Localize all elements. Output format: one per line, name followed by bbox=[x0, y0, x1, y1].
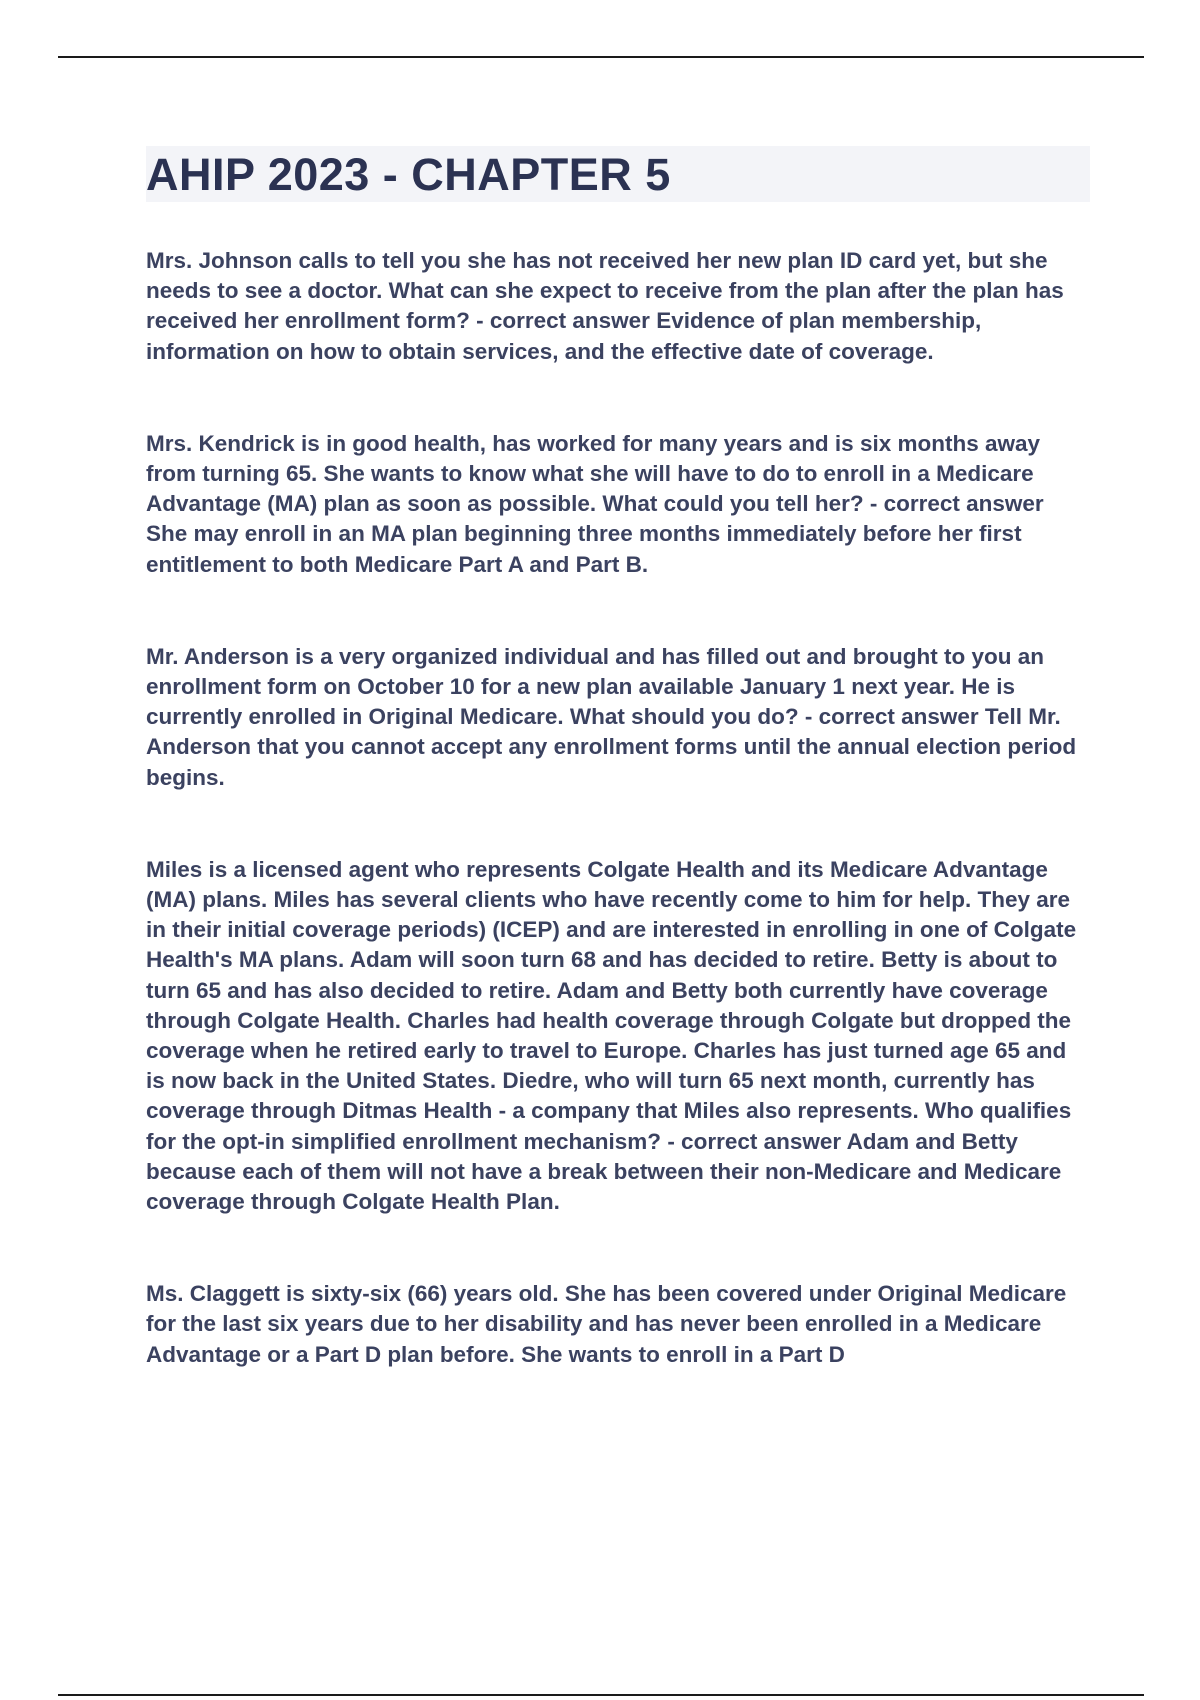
qa-item bbox=[146, 1279, 1090, 1370]
question-text: Mr. Anderson is a very organized individual and has filled out and brought to you an enrollment form on October 10 for a new plan available January 1 next year. He is currently enrolled in Original Medicare. What should you do? bbox=[146, 643, 1045, 730]
answer-text: Adam and Betty because each of them will not have a break between their non-Medicare and Medicare coverage through Colgate Health Plan. bbox=[146, 1128, 1062, 1215]
bottom-rule bbox=[58, 1694, 1144, 1696]
question-text: Ms. Claggett is sixty-six (66) years old. She has been covered under Original Medicare for the last six years due to her disability and has never been enrolled in a Medicare Advantage or a Part D plan before. She wants to enroll in a Part D bbox=[146, 1281, 1067, 1367]
document-body bbox=[146, 146, 1090, 1432]
question-text: Mrs. Kendrick is in good health, has worked for many years and is six months away from turning 65. She wants to know what she will have to do to enroll in a Medicare Advantage (MA) plan as soon as possible. What could you tell her? bbox=[146, 430, 1041, 517]
answer-separator: - correct answer bbox=[798, 704, 985, 730]
qa-item bbox=[146, 429, 1090, 580]
qa-item bbox=[146, 642, 1090, 793]
question-text: Miles is a licensed agent who represents Colgate Health and its Medicare Advantage (MA) plans. Miles has several clients who have recently come to him for help. They are in their initial coverage periods) (ICEP) and are interested in enrolling in one of Colgate Health's MA plans. Adam will soon turn 68 and has decided to retire. Betty is about to turn 65 and has also decided to retire. Adam and Betty both currently have coverage through Colgate Health. Charles had health coverage through Colgate but dropped the coverage when he retired early to travel to Europe. Charles has just turned age 65 and is now back in the United States. Diedre, who will turn 65 next month, currently has coverage through Ditmas Health - a company that Miles also represents. Who qualifies for the opt-in simplified enrollment mechanism? bbox=[146, 856, 1077, 1154]
answer-separator: - correct answer bbox=[661, 1128, 847, 1154]
qa-item bbox=[146, 246, 1090, 367]
qa-item bbox=[146, 855, 1090, 1217]
answer-separator: - correct answer bbox=[863, 491, 1044, 517]
title-band bbox=[146, 146, 1090, 202]
document-title: AHIP 2023 - CHAPTER 5 bbox=[146, 148, 671, 200]
answer-text: She may enroll in an MA plan beginning three months immediately before her first entitlement to both Medicare Part A and Part B. bbox=[146, 521, 1022, 577]
question-text: Mrs. Johnson calls to tell you she has not received her new plan ID card yet, but she needs to see a doctor. What can she expect to receive from the plan after the plan has received her enrollment form? bbox=[146, 248, 1064, 334]
answer-separator: - correct answer bbox=[469, 308, 657, 334]
qa-list bbox=[146, 246, 1090, 1370]
answer-text: Tell Mr. Anderson that you cannot accept any enrollment forms until the annual election period begins. bbox=[146, 704, 1077, 790]
top-rule bbox=[58, 56, 1144, 58]
answer-text: Evidence of plan membership, information on how to obtain services, and the effective date of coverage. bbox=[146, 308, 982, 364]
